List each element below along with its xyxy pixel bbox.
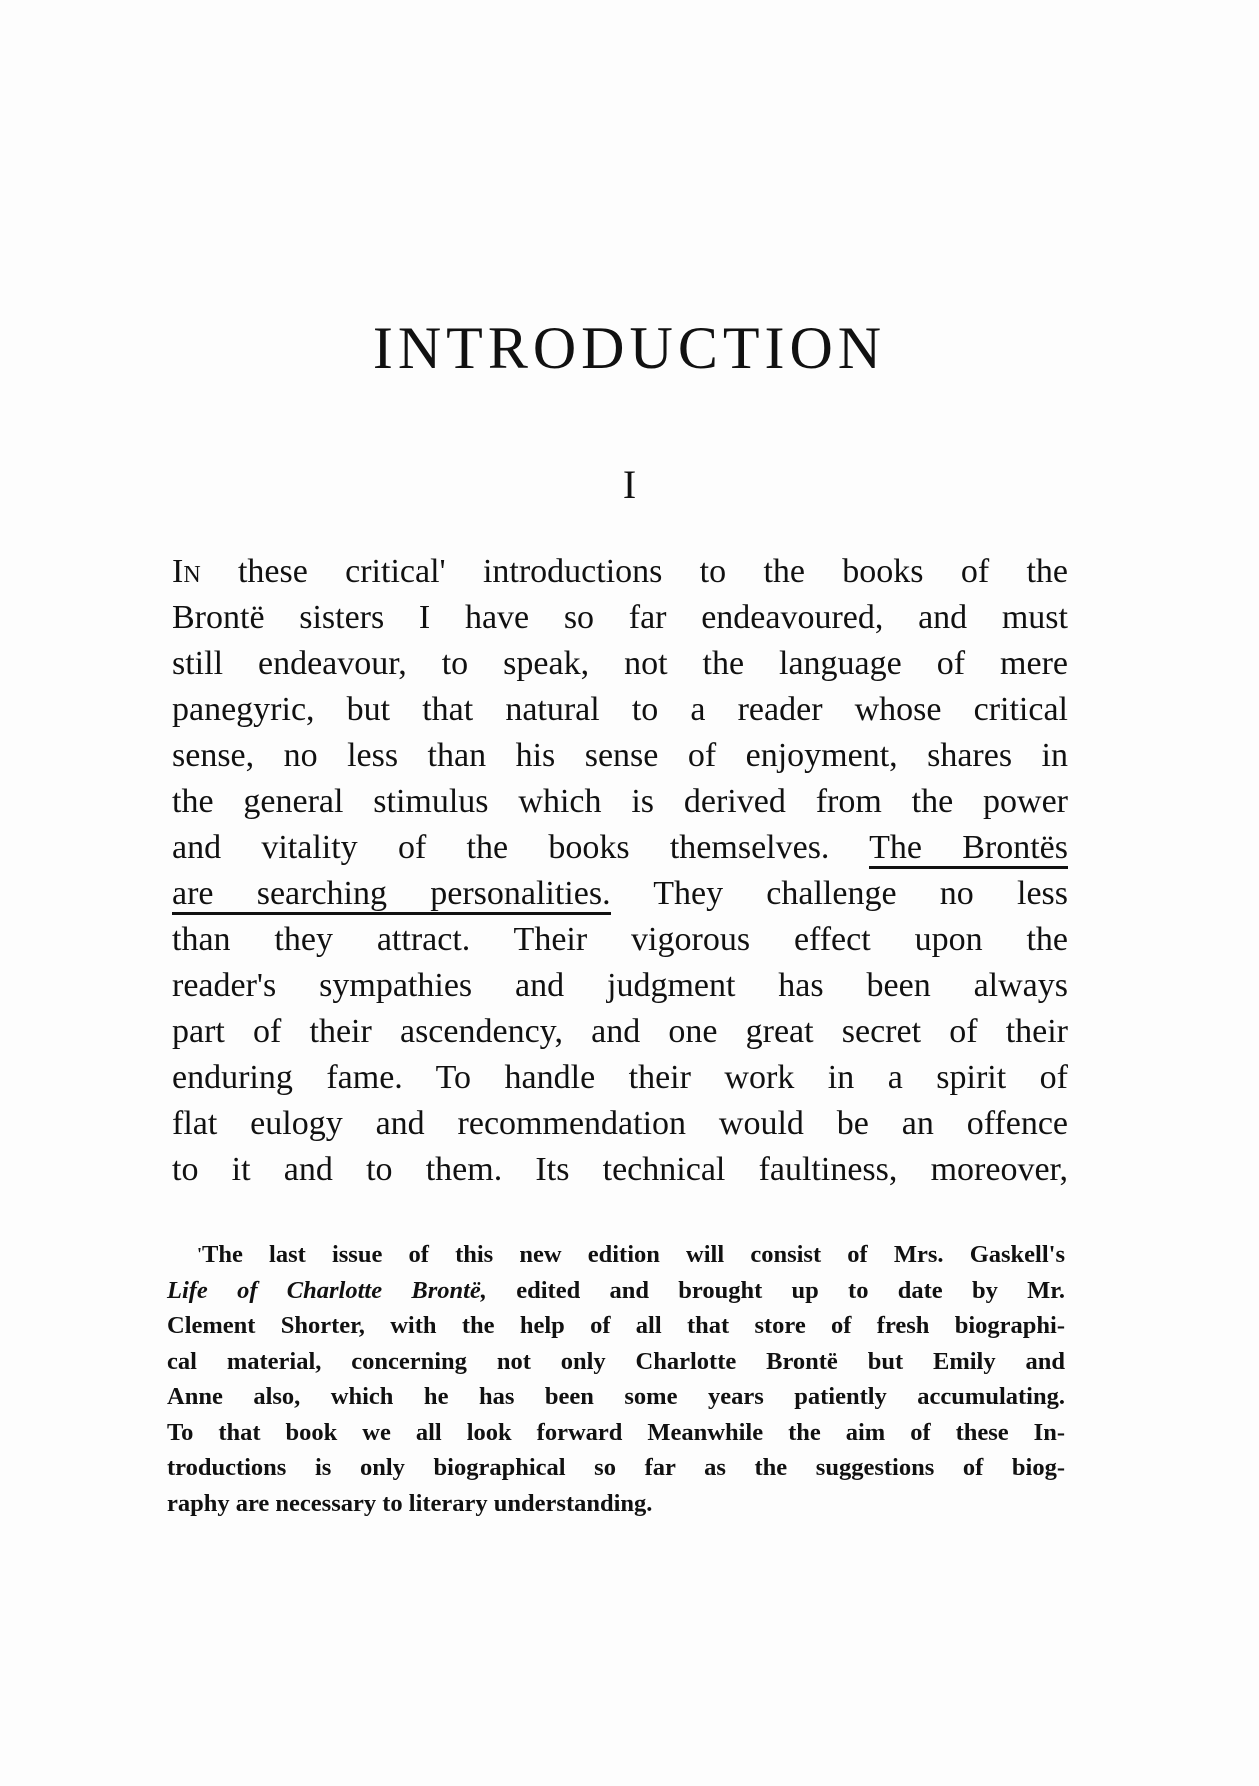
footnote-line: troductions is only biographical so far as the suggestions of biog- [167,1454,1065,1481]
underlined-phrase: are searching personalities. [172,875,611,915]
footnote-line: To that book we all look forward Meanwhile the aim of these In- [167,1418,1065,1446]
opening-word: In [172,553,201,590]
body-line [172,825,1068,871]
body-line: Brontë sisters I have so far endeavoured, and must [172,599,1068,636]
body-line [172,871,1068,917]
body-line: part of their ascendency, and one great secret of their [172,1013,1068,1050]
page-title: INTRODUCTION [372,315,887,381]
footnote-line: Clement Shorter, with the help of all that store of fresh biographi- [167,1312,1065,1339]
body-line-text: these critical' introductions to the books of the [200,553,1068,590]
body-line: to it and to them. Its technical faultiness, moreover, [172,1151,1068,1188]
body-line: sense, no less than his sense of enjoyment, shares in [172,737,1068,774]
body-line: still endeavour, to speak, not the language of mere [172,645,1068,682]
body-line [172,549,1068,595]
body-line-text: and vitality of the books themselves. [172,829,830,866]
footnote-mark: ' [197,1244,203,1264]
body-paragraph [172,549,1068,1193]
body-line: reader's sympathies and judgment has been always [172,967,1068,1004]
body-line: enduring fame. To handle their work in a spirit of [172,1059,1068,1096]
section-numeral: I [622,462,637,507]
body-line-text: They challenge no less [653,875,1068,912]
footnote-line: Anne also, which he has been some years patiently accumulating. [167,1383,1065,1410]
body-line: than they attract. Their vigorous effect upon the [172,921,1068,958]
body-line: panegyric, but that natural to a reader whose critical [172,691,1068,728]
footnote-line: raphy are necessary to literary understanding. [167,1489,653,1517]
footnote [167,1237,1065,1521]
footnote-text: edited and brought up to date by Mr. [486,1276,1065,1304]
body-line: flat eulogy and recommendation would be an offence [172,1105,1068,1142]
footnote-line [167,1273,1065,1309]
footnote-text: The last issue of this new edition will consist of Mrs. Gaskell's [202,1241,1065,1268]
footnote-line: cal material, concerning not only Charlotte Brontë but Emily and [167,1347,1065,1375]
footnote-line [167,1237,1065,1273]
body-line: the general stimulus which is derived from the power [172,783,1068,820]
underlined-phrase: The Brontës [869,829,1068,869]
book-title: Life of Charlotte Brontë, [167,1276,487,1304]
